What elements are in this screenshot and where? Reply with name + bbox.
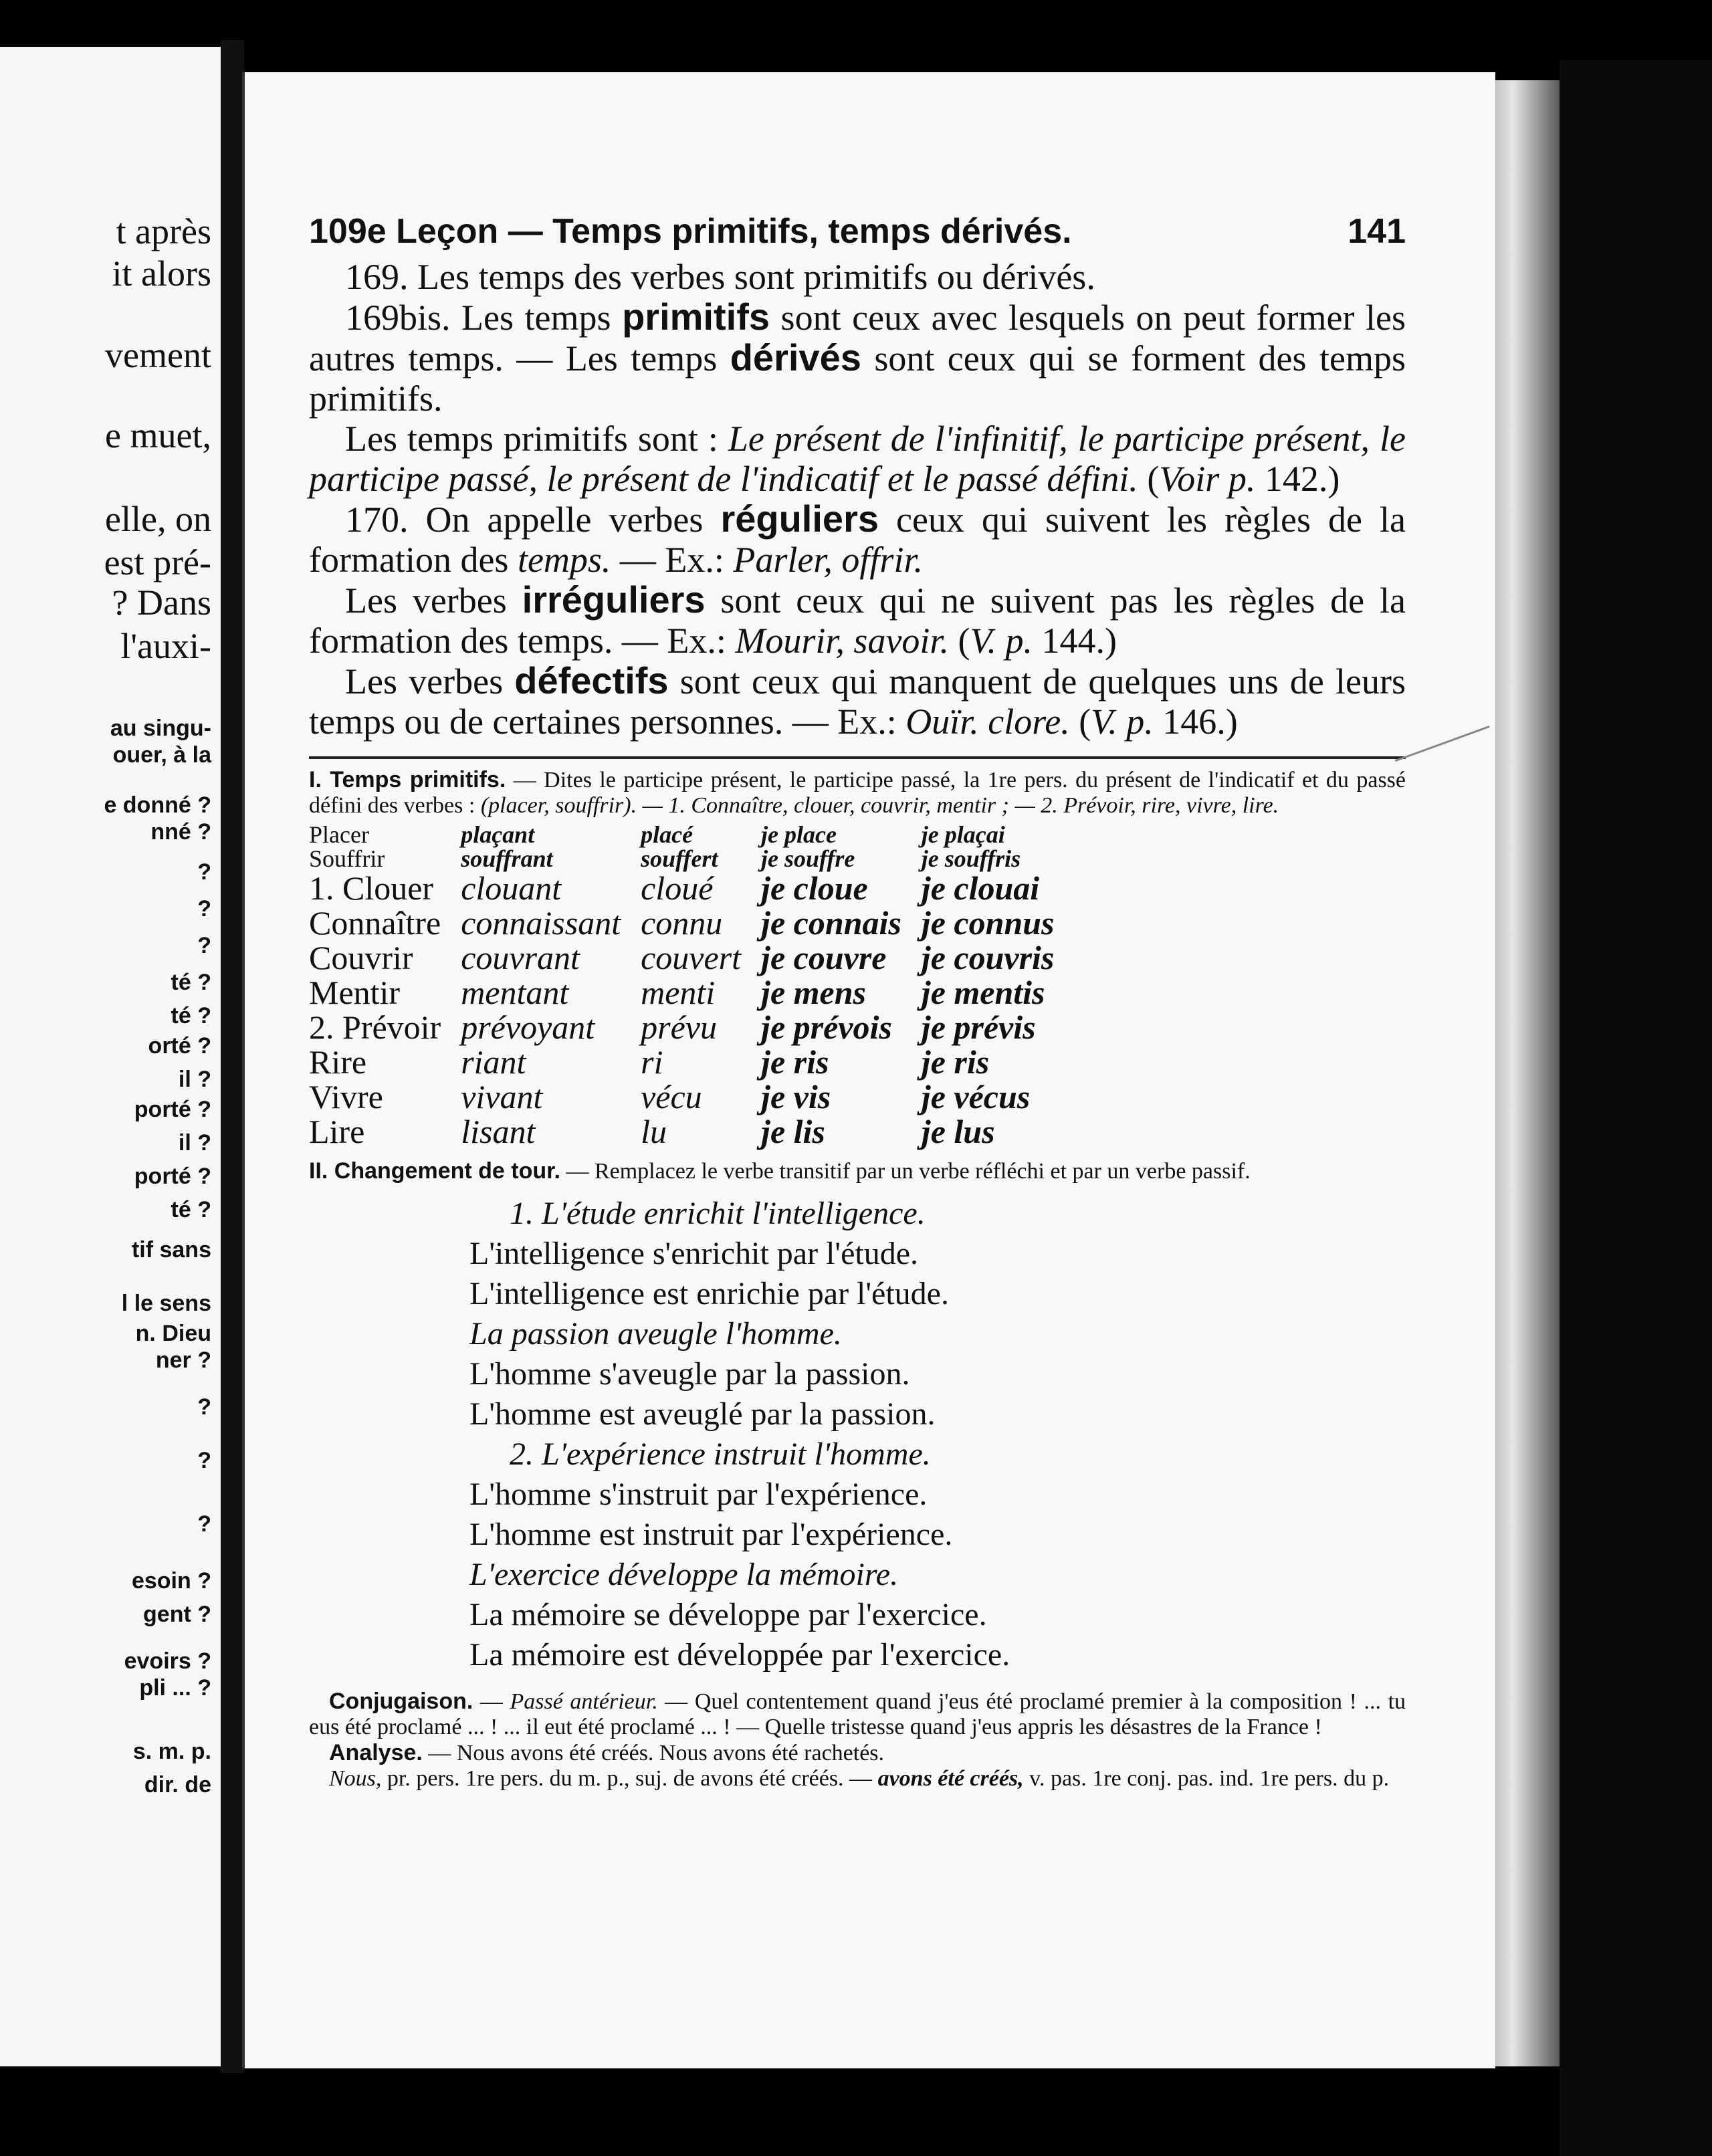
table-cell: clouant (461, 869, 562, 907)
sentence-line: L'intelligence s'enrichit par l'étude. (469, 1236, 919, 1271)
left-page-fragment: tif sans (131, 1237, 211, 1263)
model-cell: souffrant (461, 845, 553, 872)
table-cell: je vécus (921, 1078, 1031, 1115)
left-page-fragment: ? (197, 933, 211, 958)
sentence-line: L'intelligence est enrichie par l'étude. (469, 1276, 949, 1311)
conjugation-table (309, 823, 1074, 1149)
table-cell: je connais (761, 904, 901, 942)
left-page-fragment: té ? (171, 1197, 211, 1222)
left-page-fragment: porté ? (134, 1164, 211, 1189)
table-cell: je couvris (921, 939, 1055, 976)
left-page-fragment: n. Dieu (135, 1321, 211, 1346)
left-page-fragment: pli ... ? (139, 1675, 211, 1701)
defective-verbs-rule: Les verbes défectifs sont ceux qui manquent de quelques uns de leurs temps ou de certaines personnes. — Ex.: Ouïr. clore. (V. p. 146.) (309, 659, 1406, 742)
model-cell: je place (761, 821, 837, 848)
rule-169bis: 169bis. Les temps primitifs sont ceux avec lesquels on peut former les autres temps. — Les temps dérivés sont ceux qui se forment des temps primitifs. (309, 296, 1406, 419)
table-cell: ri (641, 1043, 663, 1081)
table-cell: 2. Prévoir (309, 1008, 441, 1046)
left-page-fragment: gent ? (143, 1602, 211, 1627)
left-page-fragment: ner ? (155, 1348, 211, 1373)
left-page-fragment: l'auxi- (120, 626, 211, 666)
left-page-fragment: té ? (171, 970, 211, 995)
table-cell: je mentis (921, 974, 1045, 1011)
table-cell: vécu (641, 1078, 702, 1115)
sentence-line: L'exercice développe la mémoire. (469, 1557, 899, 1592)
primitive-tenses-list: Les temps primitifs sont : Le présent de l'infinitif, le participe présent, le participe passé, le présent de l'indicatif et le passé défini. (Voir p. 142.) (309, 419, 1406, 499)
section-divider (309, 756, 1406, 759)
left-page-fragment: ? Dans (112, 582, 211, 623)
left-page-fragment: ouer, à la (112, 742, 211, 768)
model-cell: placé (641, 821, 693, 848)
model-cell: souffert (641, 845, 718, 872)
table-row (309, 1114, 1074, 1149)
sentence-line: 1. L'étude enrichit l'intelligence. (510, 1196, 926, 1231)
table-cell: je prévis (921, 1008, 1036, 1046)
rule-169: 169. Les temps des verbes sont primitifs ou dérivés. (345, 257, 1095, 297)
left-page-fragment: orté ? (148, 1033, 211, 1059)
left-page-fragment: ? (197, 859, 211, 885)
table-cell: Lire (309, 1113, 365, 1150)
model-cell: plaçant (461, 821, 535, 848)
model-cell: je souffris (921, 845, 1021, 872)
model-cell: je souffre (761, 845, 855, 872)
left-page-fragment: nné ? (150, 819, 211, 845)
table-cell: vivant (461, 1078, 543, 1115)
table-cell: riant (461, 1043, 526, 1081)
table-cell: connaissant (461, 904, 621, 942)
model-row (309, 823, 1074, 847)
exercise-2-title: II. Changement de tour. (309, 1158, 560, 1184)
exercise-2: II. Changement de tour. — Remplacez le verbe transitif par un verbe réfléchi et par un verbe passif. (309, 1158, 1251, 1184)
table-cell: Connaître (309, 904, 441, 942)
sentence-line: La passion aveugle l'homme. (469, 1316, 842, 1352)
book-page (242, 72, 1495, 2068)
exercise-1: I. Temps primitifs. — Dites le participe présent, le participe passé, la 1re pers. du présent de l'indicatif et du passé défini des verbes : (placer, souffrir). — 1. Connaître, clouer, couvrir, mentir ; — 2. Prévoir, rire, vivre, lire. (309, 767, 1406, 818)
table-cell: Mentir (309, 974, 401, 1011)
page-edges (1493, 80, 1560, 2066)
table-cell: je ris (921, 1043, 990, 1081)
scan-background (1560, 60, 1712, 2156)
left-page-fragment: vement (105, 335, 211, 375)
table-cell: Vivre (309, 1078, 383, 1115)
book-gutter (221, 40, 244, 2073)
table-cell: je lus (921, 1113, 995, 1150)
model-cell: Souffrir (309, 845, 385, 872)
table-cell: je connus (921, 904, 1055, 942)
table-cell: cloué (641, 869, 714, 907)
table-cell: je couvre (761, 939, 887, 976)
left-page-fragment: ? (197, 896, 211, 922)
left-page-fragment: au singu- (110, 716, 211, 741)
sentence-line: L'homme s'instruit par l'expérience. (469, 1477, 928, 1512)
table-cell: Rire (309, 1043, 367, 1081)
sentence-line: L'homme est instruit par l'expérience. (469, 1517, 953, 1552)
table-cell: connu (641, 904, 723, 942)
rule-170: 170. On appelle verbes réguliers ceux qui suivent les règles de la formation des temps. — Ex.: Parler, offrir. (309, 498, 1406, 580)
table-cell: je clouai (921, 869, 1040, 907)
table-cell: lisant (461, 1113, 536, 1150)
header-title: 109e Leçon — Temps primitifs, temps dérivés. (309, 212, 1072, 251)
table-row (309, 905, 1074, 940)
exercise-1-title: I. Temps primitifs. (309, 767, 506, 792)
table-cell: lu (641, 1113, 667, 1150)
running-header (309, 211, 1406, 251)
irregular-verbs-rule: Les verbes irréguliers sont ceux qui ne suivent pas les règles de la formation des temps. — Ex.: Mourir, savoir. (V. p. 144.) (309, 578, 1406, 661)
table-row (309, 1010, 1074, 1045)
table-cell: 1. Clouer (309, 869, 434, 907)
left-page-fragment: dir. de (144, 1772, 211, 1798)
table-cell: Couvrir (309, 939, 413, 976)
sentence-line: 2. L'expérience instruit l'homme. (510, 1436, 931, 1472)
analyse-detail: Nous, pr. pers. 1re pers. du m. p., suj. de avons été créés. — avons été créés, v. pas. 1re conj. pas. ind. 1re pers. du p. (329, 1766, 1390, 1791)
exercise-2-sentences (309, 1194, 1406, 1675)
table-cell: je ris (761, 1043, 829, 1081)
left-page-fragment: s. m. p. (132, 1739, 211, 1764)
left-page-fragment: ? (197, 1448, 211, 1473)
table-cell: je vis (761, 1078, 831, 1115)
table-cell: couvrant (461, 939, 580, 976)
left-page-fragment: ? (197, 1511, 211, 1537)
lesson-number: 109e Leçon (309, 212, 499, 251)
table-row (309, 871, 1074, 905)
lesson-title: Temps primitifs, temps dérivés. (552, 212, 1072, 251)
page-content (309, 211, 1406, 1792)
table-row (309, 1079, 1074, 1114)
sentence-line: L'homme est aveuglé par la passion. (469, 1396, 936, 1432)
table-cell: je prévois (761, 1008, 892, 1046)
left-page-fragment: il ? (178, 1130, 211, 1156)
table-row (309, 1045, 1074, 1079)
lesson-body (309, 257, 1406, 742)
left-page-fragment: e muet, (105, 415, 211, 455)
left-page-fragment: e donné ? (104, 792, 211, 818)
sentence-line: La mémoire se développe par l'exercice. (469, 1597, 987, 1632)
left-page-fragment: elle, on (105, 499, 211, 539)
left-page-fragment: té ? (171, 1003, 211, 1029)
left-page-fragment: evoirs ? (124, 1648, 211, 1674)
table-cell: mentant (461, 974, 569, 1011)
sentence-line: L'homme s'aveugle par la passion. (469, 1356, 910, 1392)
table-cell: je cloue (761, 869, 868, 907)
left-page-fragment: it alors (112, 253, 211, 294)
table-cell: je mens (761, 974, 866, 1011)
conjugaison-section: Conjugaison. — Passé antérieur. — Quel contentement quand j'eus été proclamé premier à la composition ! ... tu eus été proclamé ... ! ... il eut été proclamé ... ! — Quelle tristesse quand j'eus appris les désastres de la France ! Analyse. — Nous avons été créés. Nous avons été rachetés. Nous, pr. pers. 1re pers. du m. p., suj. de avons été créés. — avons été créés, v. pas. 1re conj. pas. ind. 1re pers. du p. (309, 1689, 1406, 1791)
left-page-fragment: esoin ? (131, 1568, 211, 1594)
table-cell: menti (641, 974, 716, 1011)
left-page-fragment: l le sens (121, 1291, 211, 1316)
left-page-fragment: ? (197, 1394, 211, 1420)
table-cell: couvert (641, 939, 742, 976)
analyse-section: Analyse. — Nous avons été créés. Nous avons été rachetés. (329, 1740, 885, 1765)
left-page-fragment: t après (116, 211, 211, 251)
sentence-line: La mémoire est développée par l'exercice. (469, 1637, 1010, 1673)
page-number: 141 (1348, 212, 1406, 251)
model-cell: Placer (309, 821, 369, 848)
facing-left-page (0, 47, 221, 2066)
table-cell: je lis (761, 1113, 825, 1150)
model-cell: je plaçai (921, 821, 1005, 848)
left-page-fragment: est pré- (104, 542, 211, 582)
model-row (309, 847, 1074, 871)
table-row (309, 940, 1074, 975)
left-page-fragment: porté ? (134, 1097, 211, 1122)
table-cell: prévu (641, 1008, 717, 1046)
table-cell: prévoyant (461, 1008, 595, 1046)
left-page-fragment: il ? (178, 1067, 211, 1092)
table-row (309, 975, 1074, 1010)
